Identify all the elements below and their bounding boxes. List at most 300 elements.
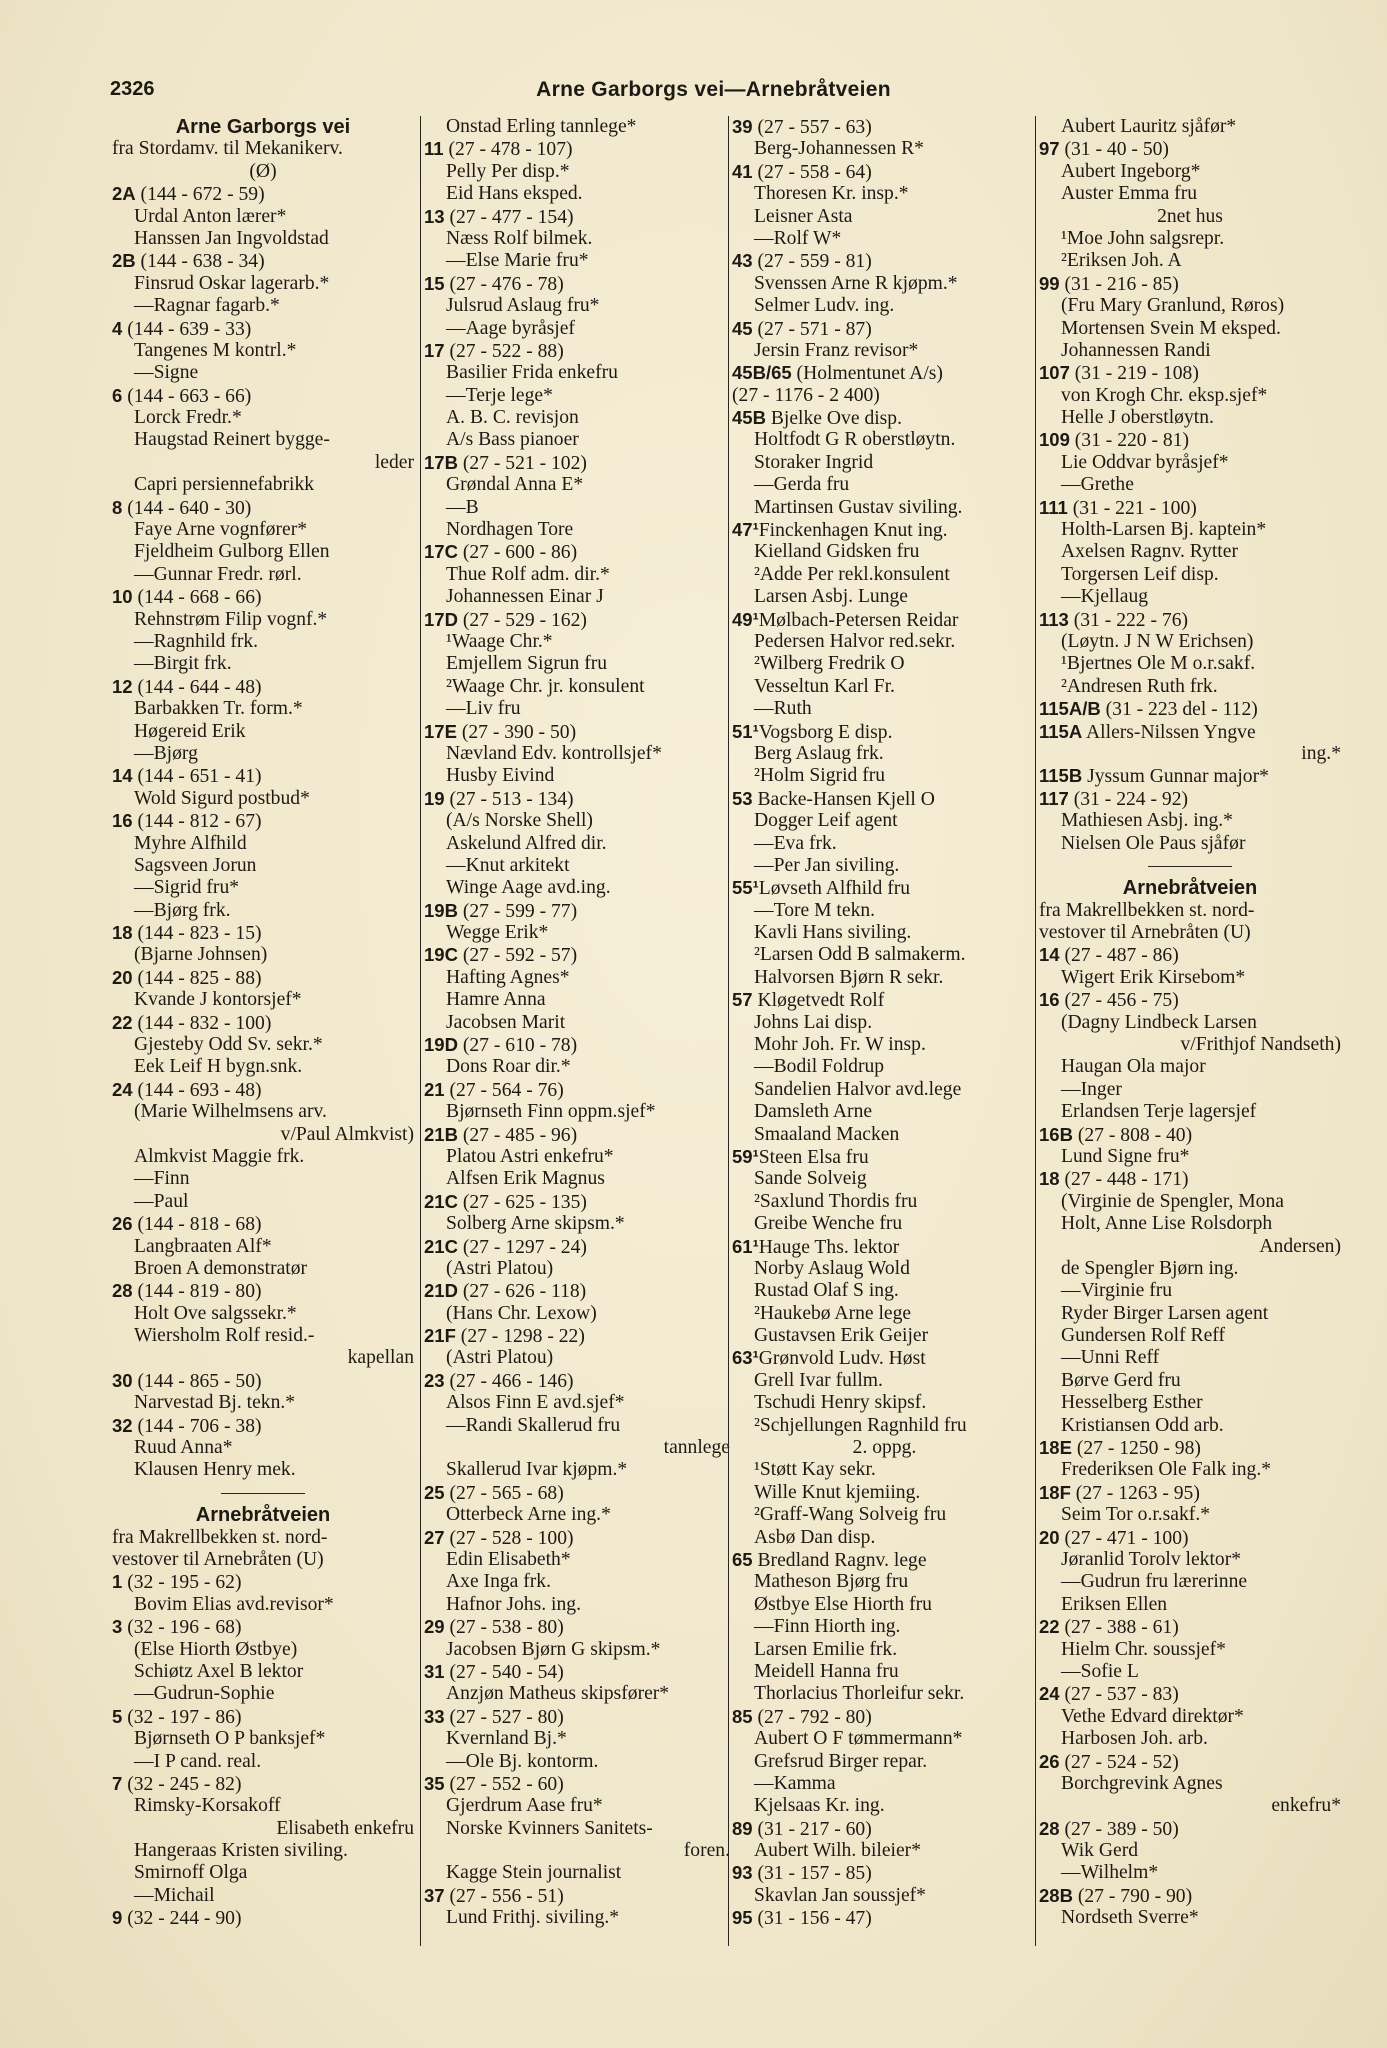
house-number-detail: (31 - 217 - 60) bbox=[752, 1818, 872, 1840]
house-number-line bbox=[732, 1549, 1037, 1571]
resident-entry: Aubert Ingeborg* bbox=[1061, 160, 1201, 182]
house-number-detail: (27 - 456 - 75) bbox=[1059, 990, 1179, 1012]
resident-entry: Næss Rolf bilmek. bbox=[446, 227, 593, 249]
house-number-line bbox=[424, 1616, 730, 1638]
house-number: 21 bbox=[424, 1078, 445, 1100]
resident-entry: Emjellem Sigrun fru bbox=[446, 653, 608, 675]
resident-entry: Kavli Hans siviling. bbox=[754, 922, 912, 944]
house-number: 17B bbox=[424, 451, 458, 473]
resident-entry: —Gudrun-Sophie bbox=[134, 1683, 275, 1705]
house-number: 35 bbox=[424, 1772, 445, 1794]
resident-entry: —Knut arkitekt bbox=[446, 854, 570, 876]
street-heading: Arnebråtveien bbox=[1122, 877, 1258, 900]
resident-entry: —Birgit frk. bbox=[134, 653, 232, 675]
house-number-detail: (27 - 556 - 51) bbox=[444, 1885, 564, 1907]
resident-entry: Holt Ove salgssekr.* bbox=[134, 1302, 297, 1324]
house-number: 117 bbox=[1039, 787, 1069, 809]
resident-entry: —Eva frk. bbox=[754, 832, 837, 854]
house-number: 6 bbox=[112, 384, 123, 406]
house-number-line bbox=[112, 1907, 414, 1929]
resident-entry: Jøranlid Torolv lektor* bbox=[1061, 1549, 1242, 1570]
house-number: 85 bbox=[732, 1705, 753, 1727]
house-number: 113 bbox=[1039, 608, 1069, 630]
resident-entry: Grefsrud Birger repar. bbox=[754, 1750, 928, 1772]
centered-note: 2net hus bbox=[1157, 205, 1223, 227]
resident-entry: Hanssen Jan Ingvoldstad bbox=[134, 227, 329, 249]
house-number-detail: (144 - 825 - 88) bbox=[132, 967, 262, 989]
continuation-line: Elisabeth enkefru bbox=[276, 1817, 414, 1839]
house-number-line bbox=[1039, 1683, 1341, 1705]
house-number: 19 bbox=[424, 787, 445, 809]
resident-entry: ²Adde Per rekl.konsulent bbox=[754, 563, 950, 585]
resident-entry: Axe Inga frk. bbox=[446, 1571, 552, 1593]
resident-entry: Berg Aslaug frk. bbox=[754, 742, 884, 764]
resident-entry: Hafting Agnes* bbox=[446, 966, 570, 988]
house-number: 21D bbox=[424, 1280, 458, 1302]
house-number-line bbox=[1039, 429, 1341, 451]
house-number: 23 bbox=[424, 1369, 445, 1391]
house-number-line bbox=[112, 1280, 414, 1302]
street-heading: Arnebråtveien bbox=[195, 1504, 331, 1527]
resident-entry: Wille Knut kjemiing. bbox=[754, 1481, 921, 1503]
house-number-detail: Steen Elsa fru bbox=[758, 1146, 869, 1168]
house-number: 24 bbox=[112, 1078, 133, 1100]
street-heading: Arne Garborgs vei bbox=[175, 116, 351, 138]
house-number-detail: (27 - 527 - 80) bbox=[444, 1706, 564, 1728]
resident-entry: Greibe Wenche fru bbox=[754, 1213, 903, 1235]
house-number-line bbox=[1039, 1616, 1341, 1638]
house-number: 111 bbox=[1039, 496, 1068, 518]
centered-note: (Ø) bbox=[249, 160, 277, 182]
house-number: 21F bbox=[424, 1325, 456, 1347]
page-header-bar bbox=[110, 78, 1317, 108]
resident-entry: Klausen Henry mek. bbox=[134, 1459, 296, 1481]
house-number-detail: (27 - 599 - 77) bbox=[457, 900, 578, 922]
house-number-line bbox=[112, 1571, 414, 1593]
house-number-line bbox=[1039, 1124, 1341, 1146]
house-number-detail: (27 - 513 - 134) bbox=[444, 788, 574, 810]
house-number-detail: Finckenhagen Knut ing. bbox=[758, 520, 948, 542]
resident-entry: Capri persiennefabrikk bbox=[134, 474, 315, 496]
house-number-detail: (27 - 565 - 68) bbox=[444, 1482, 564, 1504]
resident-entry: Jersin Franz revisor* bbox=[754, 339, 919, 361]
resident-entry: Otterbeck Arne ing.* bbox=[446, 1504, 611, 1526]
house-number-line bbox=[732, 407, 1037, 429]
resident-entry: Basilier Frida enkefru bbox=[446, 362, 618, 384]
resident-entry: ²Graff-Wang Solveig fru bbox=[754, 1504, 947, 1526]
resident-entry: Faye Arne vognfører* bbox=[134, 519, 308, 541]
house-number-detail: (31 - 223 del - 112) bbox=[1100, 699, 1258, 721]
resident-entry: —Kjellaug bbox=[1061, 586, 1149, 608]
resident-entry: Hafnor Johs. ing. bbox=[446, 1593, 581, 1615]
house-number: 3 bbox=[112, 1616, 123, 1638]
resident-entry: Grell Ivar fullm. bbox=[754, 1369, 883, 1391]
resident-entry: Julsrud Aslaug fru* bbox=[446, 295, 600, 317]
resident-entry: ²Schjellungen Ragnhild fru bbox=[754, 1414, 967, 1436]
house-number-detail: (27 - 558 - 64) bbox=[752, 161, 872, 183]
resident-entry: —Tore M tekn. bbox=[754, 899, 876, 921]
resident-entry: Holt, Anne Lise Rolsdorph bbox=[1061, 1213, 1273, 1235]
resident-entry: —Gudrun fru lærerinne bbox=[1061, 1571, 1248, 1593]
section-divider bbox=[1039, 855, 1341, 877]
resident-entry: Myhre Alfhild bbox=[134, 832, 247, 854]
resident-entry: —Paul bbox=[134, 1190, 189, 1212]
resident-entry: Holth-Larsen Bj. kaptein* bbox=[1061, 519, 1267, 541]
resident-entry: Urdal Anton lærer* bbox=[134, 205, 287, 227]
resident-entry: Platou Astri enkefru* bbox=[446, 1145, 614, 1167]
resident-entry: Bovim Elias avd.revisor* bbox=[134, 1593, 334, 1615]
house-number: 24 bbox=[1039, 1683, 1060, 1705]
house-number-detail: (32 - 245 - 82) bbox=[122, 1773, 242, 1795]
resident-entry: Sandelien Halvor avd.lege bbox=[754, 1078, 962, 1100]
house-number-line bbox=[732, 989, 1037, 1011]
resident-entry: Kvernland Bj.* bbox=[446, 1728, 567, 1750]
resident-entry: Anzjøn Matheus skipsfører* bbox=[446, 1683, 670, 1705]
house-number-detail: (144 - 640 - 30) bbox=[122, 497, 252, 519]
house-number: 49¹ bbox=[732, 608, 759, 630]
resident-entry: (Hans Chr. Lexow) bbox=[446, 1302, 597, 1324]
house-number-detail: (27 - 487 - 86) bbox=[1059, 945, 1179, 967]
house-number-detail: (27 - 552 - 60) bbox=[444, 1773, 564, 1795]
house-number-detail: (27 - 389 - 50) bbox=[1059, 1818, 1179, 1840]
house-number-detail: (27 - 524 - 52) bbox=[1059, 1751, 1179, 1773]
house-number: 8 bbox=[112, 496, 123, 518]
house-number-detail: (27 - 521 - 102) bbox=[457, 452, 587, 474]
house-number: 45B/65 bbox=[732, 362, 792, 384]
house-number-detail: (27 - 471 - 100) bbox=[1059, 1527, 1189, 1549]
house-number: 39 bbox=[732, 116, 753, 137]
resident-entry: Almkvist Maggie frk. bbox=[134, 1145, 305, 1167]
resident-entry: —Else Marie fru* bbox=[446, 250, 589, 272]
house-number-detail: Løvseth Alfhild fru bbox=[758, 878, 911, 900]
house-number-line bbox=[424, 1034, 730, 1056]
house-number-line bbox=[1039, 1751, 1341, 1773]
resident-entry: Aubert Wilh. bileier* bbox=[754, 1840, 921, 1862]
house-number-line bbox=[424, 541, 730, 563]
resident-entry: Sagsveen Jorun bbox=[134, 854, 257, 876]
resident-entry: —Inger bbox=[1061, 1078, 1122, 1100]
continuation-line: kapellan bbox=[347, 1347, 414, 1369]
house-number-line bbox=[1039, 698, 1341, 720]
resident-entry: Tschudi Henry skipsf. bbox=[754, 1392, 927, 1414]
house-number: 45B bbox=[732, 407, 766, 429]
resident-entry: Wik Gerd bbox=[1061, 1840, 1139, 1862]
resident-entry: Ruud Anna* bbox=[134, 1437, 233, 1459]
resident-entry: Jacobsen Marit bbox=[446, 1011, 566, 1033]
resident-entry: Høgereid Erik bbox=[134, 720, 246, 742]
resident-entry: Borchgrevink Agnes bbox=[1061, 1772, 1223, 1794]
resident-entry: Storaker Ingrid bbox=[754, 451, 874, 473]
house-number: 31 bbox=[424, 1660, 445, 1682]
house-number-line bbox=[732, 519, 1037, 541]
resident-entry: (Løytn. J N W Erichsen) bbox=[1061, 630, 1254, 652]
house-number-line bbox=[112, 586, 414, 608]
house-number-line bbox=[112, 385, 414, 407]
resident-entry: Østbye Else Hiorth fru bbox=[754, 1593, 932, 1615]
resident-entry: Dons Roar dir.* bbox=[446, 1056, 571, 1078]
resident-entry: Nævland Edv. kontrollsjef* bbox=[446, 742, 662, 764]
centered-note: 2. oppg. bbox=[852, 1437, 917, 1459]
house-number-line bbox=[1039, 497, 1341, 519]
house-number-line bbox=[112, 250, 414, 272]
house-number-detail: (27 - 466 - 146) bbox=[444, 1370, 574, 1392]
resident-entry: Kvande J kontorsjef* bbox=[134, 989, 302, 1011]
house-number: 1 bbox=[112, 1571, 123, 1593]
section-divider bbox=[112, 1482, 414, 1504]
house-number-line bbox=[424, 1706, 730, 1728]
resident-entry: Hielm Chr. soussjef* bbox=[1061, 1638, 1226, 1660]
resident-entry: Leisner Asta bbox=[754, 205, 853, 227]
house-number-line bbox=[424, 273, 730, 295]
house-number-detail: Vogsborg E disp. bbox=[758, 721, 893, 743]
resident-entry: Johns Lai disp. bbox=[754, 1011, 873, 1033]
continuation-line: enkefru* bbox=[1271, 1795, 1341, 1817]
house-number-line bbox=[112, 1415, 414, 1437]
resident-entry: ²Saxlund Thordis fru bbox=[754, 1190, 918, 1212]
house-number-detail: Kløgetvedt Rolf bbox=[752, 990, 885, 1012]
continuation-line: leder bbox=[374, 451, 414, 473]
house-number-detail: (144 - 832 - 100) bbox=[132, 1012, 272, 1034]
house-number-detail: (27 - 564 - 76) bbox=[444, 1079, 564, 1101]
column-3 bbox=[728, 116, 1037, 1946]
house-number-line bbox=[1039, 138, 1341, 160]
house-number-detail: (27 - 388 - 61) bbox=[1059, 1617, 1179, 1639]
house-number: 5 bbox=[112, 1705, 123, 1727]
house-number-line bbox=[732, 1907, 1037, 1929]
resident-entry: ²Eriksen Joh. A bbox=[1061, 250, 1182, 272]
resident-entry: —Per Jan siviling. bbox=[754, 854, 900, 876]
resident-entry: Gundersen Rolf Reff bbox=[1061, 1325, 1225, 1347]
resident-entry: Berg-Johannessen R* bbox=[754, 138, 924, 160]
house-number: 55¹ bbox=[732, 877, 759, 899]
column-2 bbox=[420, 116, 730, 1946]
house-number: 12 bbox=[112, 675, 133, 697]
house-number-detail: (144 - 812 - 67) bbox=[132, 811, 262, 833]
house-number-line bbox=[1039, 1818, 1341, 1840]
resident-entry: Onstad Erling tannlege* bbox=[446, 116, 637, 137]
house-number: 20 bbox=[112, 966, 133, 988]
house-number: 15 bbox=[424, 272, 445, 294]
continuation-line: ing.* bbox=[1301, 742, 1341, 764]
resident-entry: Torgersen Leif disp. bbox=[1061, 563, 1219, 585]
house-number: 29 bbox=[424, 1616, 445, 1638]
house-number: 47¹ bbox=[732, 519, 759, 541]
resident-entry: Halvorsen Bjørn R sekr. bbox=[754, 966, 944, 988]
resident-entry: —Finn bbox=[134, 1168, 190, 1190]
resident-entry: Mathiesen Asbj. ing.* bbox=[1061, 810, 1233, 832]
house-number-line bbox=[424, 788, 730, 810]
resident-entry: Rustad Olaf S ing. bbox=[754, 1280, 899, 1302]
resident-entry: Narvestad Bj. tekn.* bbox=[134, 1392, 296, 1414]
house-number-line bbox=[424, 900, 730, 922]
resident-entry: Erlandsen Terje lagersjef bbox=[1061, 1101, 1257, 1123]
house-number-line bbox=[424, 944, 730, 966]
house-number-line bbox=[424, 721, 730, 743]
continuation-line: v/Paul Almkvist) bbox=[280, 1123, 414, 1145]
house-number-line bbox=[112, 922, 414, 944]
resident-entry: (Marie Wilhelmsens arv. bbox=[134, 1101, 327, 1123]
resident-entry: Nielsen Ole Paus sjåfør bbox=[1061, 832, 1246, 854]
resident-entry: Mortensen Svein M eksped. bbox=[1061, 317, 1281, 339]
house-number-line bbox=[112, 1706, 414, 1728]
house-number-detail: (27 - 626 - 118) bbox=[457, 1281, 587, 1303]
house-number-line bbox=[1039, 1437, 1341, 1459]
resident-entry: Aubert O F tømmermann* bbox=[754, 1728, 963, 1750]
house-number-detail: Mølbach-Petersen Reidar bbox=[758, 609, 959, 631]
house-number-line bbox=[732, 318, 1037, 340]
resident-entry: ²Waage Chr. jr. konsulent bbox=[446, 675, 645, 697]
house-number-line bbox=[112, 1773, 414, 1795]
resident-entry: Tangenes M kontrl.* bbox=[134, 339, 297, 361]
resident-entry: Skavlan Jan soussjef* bbox=[754, 1884, 926, 1906]
resident-entry: —Unni Reff bbox=[1061, 1347, 1160, 1369]
resident-entry: Lie Oddvar byråsjef* bbox=[1061, 451, 1229, 473]
house-number: 95 bbox=[732, 1907, 753, 1929]
house-number-line bbox=[1039, 1168, 1341, 1190]
resident-entry: Smaaland Macken bbox=[754, 1123, 900, 1145]
resident-entry: (Astri Platou) bbox=[446, 1257, 554, 1279]
resident-entry: Vethe Edvard direktør* bbox=[1061, 1705, 1244, 1727]
house-number-detail: (144 - 818 - 68) bbox=[132, 1214, 262, 1236]
house-number-line bbox=[112, 497, 414, 519]
resident-entry: Husby Eivind bbox=[446, 765, 555, 787]
house-number-line bbox=[732, 877, 1037, 899]
house-number-detail: (144 - 638 - 34) bbox=[135, 251, 265, 273]
house-number: 20 bbox=[1039, 1526, 1060, 1548]
house-number-detail: (27 - 528 - 100) bbox=[444, 1527, 574, 1549]
house-number-line bbox=[732, 362, 1037, 384]
house-number-detail: Backe-Hansen Kjell O bbox=[752, 788, 935, 810]
house-number-detail: (27 - 790 - 90) bbox=[1072, 1885, 1193, 1907]
house-number-detail: Hauge Ths. lektor bbox=[758, 1236, 900, 1258]
resident-entry: —Sigrid fru* bbox=[134, 877, 240, 899]
resident-entry: Alsos Finn E avd.sjef* bbox=[446, 1392, 625, 1414]
resident-entry: ²Andresen Ruth frk. bbox=[1061, 675, 1218, 697]
house-number-line bbox=[732, 1347, 1037, 1369]
house-number-line bbox=[732, 1236, 1037, 1258]
resident-entry: Edin Elisabeth* bbox=[446, 1549, 571, 1570]
resident-entry: Vesseltun Karl Fr. bbox=[754, 675, 895, 697]
resident-entry: (Virginie de Spengler, Mona bbox=[1061, 1190, 1284, 1212]
resident-entry: Eid Hans eksped. bbox=[446, 183, 583, 205]
house-number-detail: (31 - 219 - 108) bbox=[1069, 363, 1199, 385]
house-number-line bbox=[732, 1862, 1037, 1884]
resident-entry: Ryder Birger Larsen agent bbox=[1061, 1302, 1269, 1324]
resident-entry: Nordseth Sverre* bbox=[1061, 1907, 1199, 1929]
house-number-line bbox=[732, 1818, 1037, 1840]
resident-entry: Eek Leif H bygn.snk. bbox=[134, 1056, 303, 1078]
house-number-line bbox=[1039, 1527, 1341, 1549]
house-number-line bbox=[112, 183, 414, 205]
resident-entry: Holtfodt G R oberstløytn. bbox=[754, 429, 956, 451]
resident-entry: Kjelsaas Kr. ing. bbox=[754, 1795, 885, 1817]
resident-entry: —Wilhelm* bbox=[1061, 1862, 1159, 1884]
resident-entry: —Gunnar Fredr. rørl. bbox=[134, 563, 302, 585]
house-number: 14 bbox=[112, 765, 133, 787]
house-number-line bbox=[1039, 721, 1341, 743]
resident-entry: Alfsen Erik Magnus bbox=[446, 1168, 605, 1190]
house-number: 26 bbox=[112, 1213, 133, 1235]
house-number-line bbox=[112, 1616, 414, 1638]
resident-entry: (Astri Platou) bbox=[446, 1347, 554, 1369]
street-description: fra Stordamv. til Mekanikerv. bbox=[112, 138, 343, 160]
house-number-detail: Bjelke Ove disp. bbox=[765, 408, 902, 430]
resident-entry: Hesselberg Esther bbox=[1061, 1392, 1203, 1414]
house-number-detail: (144 - 693 - 48) bbox=[132, 1079, 262, 1101]
resident-entry: Gjesteby Odd Sv. sekr.* bbox=[134, 1034, 323, 1056]
resident-entry: A/s Bass pianoer bbox=[446, 429, 579, 451]
house-number-detail: (27 - 792 - 80) bbox=[752, 1706, 872, 1728]
house-number-line bbox=[732, 721, 1037, 743]
house-number-line bbox=[424, 138, 730, 160]
house-number-line bbox=[424, 1661, 730, 1683]
house-number-line bbox=[1039, 788, 1341, 810]
resident-entry: —Bjørg bbox=[134, 742, 198, 764]
resident-entry: Seim Tor o.r.sakf.* bbox=[1061, 1504, 1211, 1526]
house-number: 21B bbox=[424, 1123, 458, 1145]
house-number: 16 bbox=[1039, 989, 1060, 1011]
house-number-detail: (27 - 1297 - 24) bbox=[457, 1236, 587, 1258]
resident-entry: Bjørnseth Finn oppm.sjef* bbox=[446, 1101, 656, 1123]
resident-entry: Langbraaten Alf* bbox=[134, 1235, 272, 1257]
resident-entry: —Grethe bbox=[1061, 474, 1134, 496]
house-number-line bbox=[424, 1236, 730, 1258]
resident-entry: Frederiksen Ole Falk ing.* bbox=[1061, 1459, 1272, 1481]
resident-entry: Larsen Emilie frk. bbox=[754, 1638, 898, 1660]
resident-entry: Gjerdrum Aase fru* bbox=[446, 1795, 603, 1817]
resident-entry: Lorck Fredr.* bbox=[134, 407, 242, 429]
resident-entry: —Ruth bbox=[754, 698, 812, 720]
resident-entry: Schiøtz Axel B lektor bbox=[134, 1660, 304, 1682]
house-number: 4 bbox=[112, 317, 123, 339]
page-running-title: Arne Garborgs vei—Arnebråtveien bbox=[536, 78, 891, 101]
resident-entry: Eriksen Ellen bbox=[1061, 1593, 1168, 1615]
house-number: 26 bbox=[1039, 1750, 1060, 1772]
resident-entry: Kielland Gidsken fru bbox=[754, 541, 920, 563]
resident-entry: (Dagny Lindbeck Larsen bbox=[1061, 1011, 1257, 1033]
street-description: fra Makrellbekken st. nord- bbox=[1039, 899, 1255, 921]
resident-entry: Gustavsen Erik Geijer bbox=[754, 1325, 929, 1347]
house-number: 9 bbox=[112, 1907, 123, 1929]
resident-entry: Rimsky-Korsakoff bbox=[134, 1795, 281, 1817]
house-number-line bbox=[1039, 609, 1341, 631]
resident-entry: Thorlacius Thorleifur sekr. bbox=[754, 1683, 965, 1705]
house-number: 28B bbox=[1039, 1884, 1073, 1906]
house-number-line bbox=[424, 609, 730, 631]
resident-entry: Kagge Stein journalist bbox=[446, 1862, 622, 1884]
house-number: 18 bbox=[1039, 1168, 1060, 1190]
resident-entry: Axelsen Ragnv. Rytter bbox=[1061, 541, 1238, 563]
resident-entry: Askelund Alfred dir. bbox=[446, 832, 607, 854]
house-number: 21C bbox=[424, 1190, 458, 1212]
resident-entry: Johannessen Einar J bbox=[446, 586, 604, 608]
house-number: 89 bbox=[732, 1817, 753, 1839]
resident-entry: —Finn Hiorth ing. bbox=[754, 1616, 901, 1638]
house-number-line bbox=[112, 318, 414, 340]
resident-entry: Larsen Asbj. Lunge bbox=[754, 586, 908, 608]
house-number-line bbox=[112, 967, 414, 989]
house-number-detail: (27 - 600 - 86) bbox=[457, 542, 578, 564]
house-number: 107 bbox=[1039, 362, 1070, 384]
house-number-line bbox=[112, 1370, 414, 1392]
continuation-line: v/Frithjof Nandseth) bbox=[1180, 1034, 1341, 1056]
resident-entry: Winge Aage avd.ing. bbox=[446, 877, 611, 899]
house-number-line bbox=[732, 116, 1037, 138]
resident-entry: Bjørnseth O P banksjef* bbox=[134, 1728, 326, 1750]
resident-entry: Selmer Ludv. ing. bbox=[754, 295, 895, 317]
house-number: 93 bbox=[732, 1862, 753, 1884]
house-number-line bbox=[424, 1079, 730, 1101]
